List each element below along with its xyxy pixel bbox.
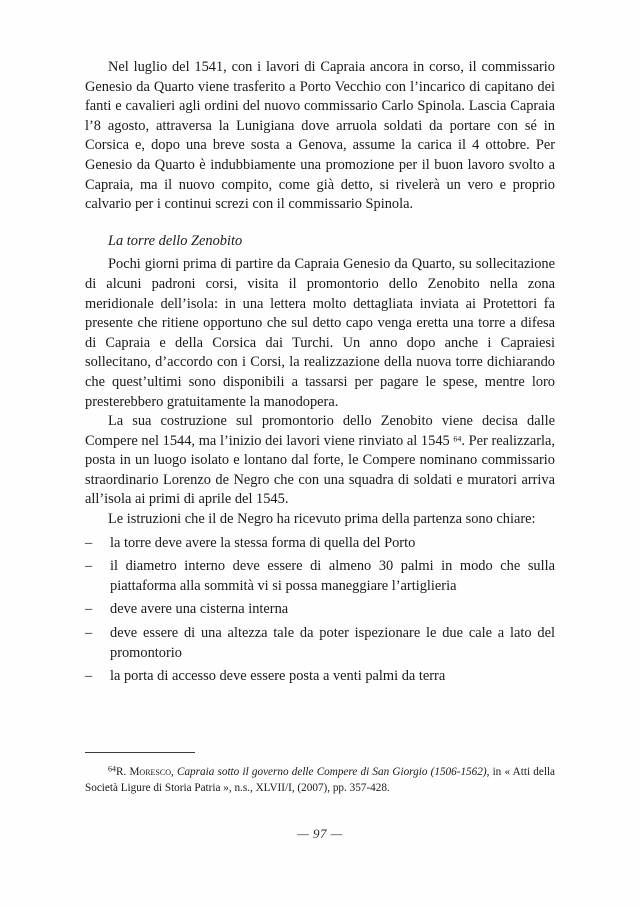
footnote-citation-tail: , in « Atti della Società Ligure di Storia Patria », n.s., XLVII/I, (2007), pp. 357-428. (85, 766, 556, 794)
list-item (85, 530, 555, 554)
footnote-separator-comma: , (170, 766, 177, 778)
list-item-text: la torre deve avere la stessa forma di quella del Porto (110, 534, 416, 551)
list-item-text: deve avere una cisterna interna (110, 601, 289, 618)
footnote-separator-rule (85, 752, 195, 753)
list-item (85, 553, 555, 596)
paragraph-2: Pochi giorni prima di partire da Capraia Genesio da Quarto, su sollecitazione di alcuni padroni corsi, visita il promontorio dello Zenobito nella zona meridionale dell’isola: in una lettera molto dettagliata inviata ai Protettori fa presente che ritiene opportuno che sul detto capo venga eretta una torre a difesa di Capraia e della Corsica dai Turchi. Un anno dopo anche i Capraiesi sollecitano, d’accordo con i Corsi, la realizzazione della nuova torre dichiarando che quest’ultimi sono disponibili a tassarsi per pagare le spese, mentre loro presterebbero gratuitamente la manodopera. (85, 256, 555, 410)
list-item (85, 620, 555, 663)
footnote-work-title: Capraia sotto il governo delle Compere di San Giorgio (1506-1562) (177, 766, 487, 778)
paragraph-1: Nel luglio del 1541, con i lavori di Capraia ancora in corso, il commissario Genesio da Quarto viene trasferito a Porto Vecchio con l’incarico di capitano dei fanti e cavalieri agli ordini del nuovo commissario Carlo Spinola. Lascia Capraia l’8 agosto, attraversa la Lunigiana dove arruola soldati da portare con sé in Corsica e, dopo una breve sosta a Genova, assume la carica il 4 ottobre. Per Genesio da Quarto è indubbiamente una promozione per il buon lavoro svolto a Capraia, ma il nuovo compito, come già detto, si rivelerà un vero e proprio calvario per i continui screzi con il commissario Spinola. (85, 59, 555, 213)
list-item (85, 596, 555, 620)
paragraph-3-with-footnote (85, 412, 555, 510)
paragraph-3-before-marker: La sua costruzione sul promontorio dello Zenobito viene decisa dalle Compere nel 1544, ma l’inizio dei lavori viene rinviato al 1545 (85, 413, 555, 449)
footnote-entry (85, 764, 555, 796)
list-dash-icon: – (85, 625, 93, 642)
list-intro-paragraph: Le istruzioni che il de Negro ha ricevuto prima della partenza sono chiare: (108, 511, 536, 528)
list-item-text: il diametro interno deve essere di almeno 30 palmi in modo che sulla piattaforma alla sommità vi si possa maneggiare l’artiglieria (110, 558, 555, 594)
footnote-number: 64 (108, 764, 116, 774)
page-number: — 97 — (297, 826, 343, 841)
section-heading: La torre dello Zenobito (108, 232, 243, 249)
list-dash-icon: – (85, 601, 93, 618)
list-dash-icon: – (85, 534, 93, 551)
list-item-text: deve essere di una altezza tale da poter ispezionare le due cale a lato del promontorio (110, 625, 555, 661)
footnote-author-initial: R. (116, 766, 130, 778)
list-item-text: la porta di accesso deve essere posta a venti palmi da terra (110, 668, 446, 685)
paragraph-3-after-marker: . Per realizzarla, posta in un luogo isolato e lontano dal forte, le Compere nominano commissario straordinario Lorenzo de Negro che con una squadra di soldati e muratori arriva all’isola ai primi di aprile del 1545. (85, 432, 555, 508)
list-dash-icon: – (85, 668, 93, 685)
instructions-list (85, 530, 555, 687)
footnote-area (85, 764, 555, 796)
main-text-block (85, 58, 555, 687)
list-dash-icon: – (85, 558, 93, 575)
footnote-author-surname: Moresco (129, 766, 171, 778)
list-item (85, 663, 555, 687)
footnote-reference-marker[interactable]: 64 (453, 434, 462, 444)
